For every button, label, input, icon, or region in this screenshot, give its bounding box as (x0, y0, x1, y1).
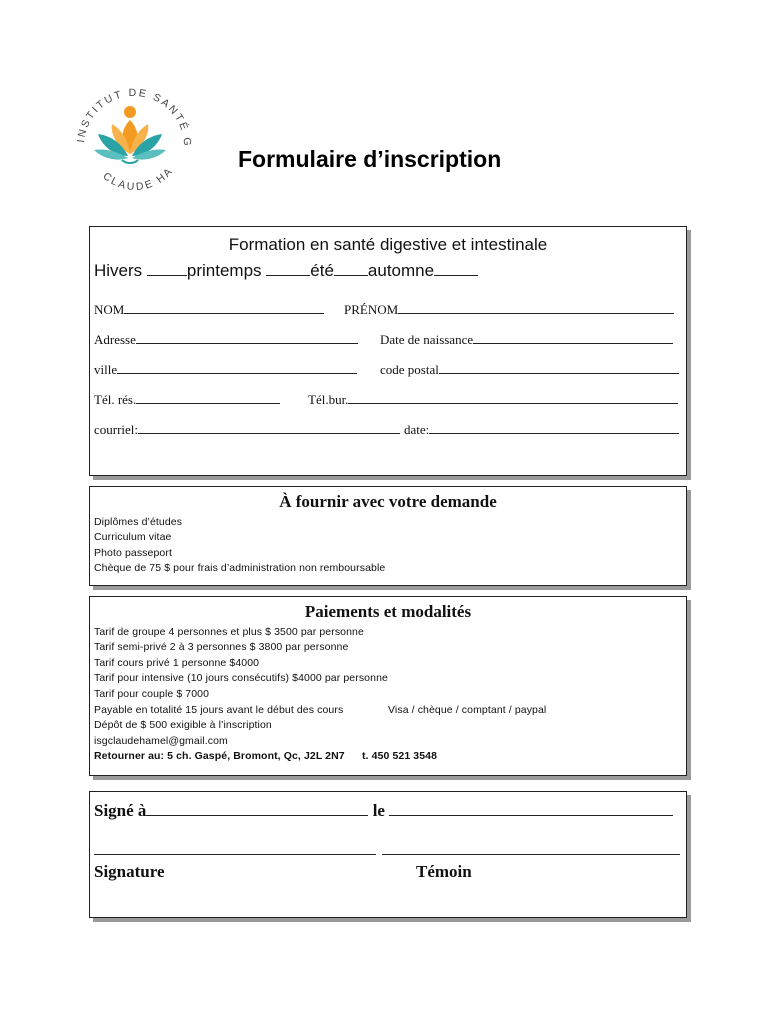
date-label: date: (404, 422, 430, 437)
list-item: Dépôt de $ 500 exigible à l’inscription (94, 719, 272, 731)
courriel-label: courriel: (94, 422, 139, 437)
code-postal-row (380, 361, 679, 378)
temoin-label: Témoin (416, 862, 472, 881)
signe-a-row (94, 800, 673, 821)
nom-row (94, 301, 324, 318)
tel-bur-field[interactable] (348, 391, 678, 404)
ville-row (94, 361, 357, 378)
le-field[interactable] (389, 800, 673, 816)
course-title: Formation en santé digestive et intestinale (228, 235, 548, 254)
prenom-row (344, 301, 674, 318)
page-title: Formulaire d’inscription (238, 146, 502, 172)
courriel-field[interactable] (138, 421, 400, 434)
payments-heading: Paiements et modalités (304, 602, 472, 621)
list-item: Tarif pour intensive (10 jours consécutifs) $4000 par personne (94, 672, 388, 684)
ville-field[interactable] (117, 361, 357, 374)
list-item: Chèque de 75 $ pour frais d’administration non remboursable (94, 562, 386, 574)
signature-section (89, 791, 687, 918)
naissance-row (380, 331, 673, 348)
season-hivers-field[interactable] (147, 263, 187, 276)
list-item: Curriculum vitae (94, 531, 172, 543)
prenom-field[interactable] (398, 301, 674, 314)
adresse-label: Adresse (94, 332, 136, 347)
season-automne: automne (367, 261, 435, 280)
logo-bottom-text: CLAUDE HA (100, 164, 176, 194)
courriel-row (94, 421, 400, 438)
nom-label: NOM (94, 302, 125, 317)
phone-number: t. 450 521 3548 (362, 750, 438, 762)
season-ete: été (310, 261, 334, 280)
date-naissance-label: Date de naissance (380, 332, 474, 347)
signe-a-label: Signé à (94, 801, 147, 820)
tel-bur-row (308, 391, 678, 408)
list-item: Tarif de groupe 4 personnes et plus $ 3500 par personne (94, 626, 364, 638)
lotus-icon (94, 106, 166, 163)
list-item: Payable en totalité 15 jours avant le début des cours (94, 704, 344, 716)
season-automne-field[interactable] (434, 263, 478, 276)
adresse-field[interactable] (136, 331, 358, 344)
list-item: Diplômes d’études (94, 516, 183, 528)
season-ete-field[interactable] (334, 263, 368, 276)
payments-section (89, 596, 687, 776)
date-naissance-field[interactable] (473, 331, 673, 344)
tel-bur-label: Tél.bur. (308, 392, 349, 407)
date-row (404, 421, 679, 438)
signature-label: Signature (94, 862, 165, 881)
return-address: Retourner au: 5 ch. Gaspé, Bromont, Qc, J2L 2N7 (94, 750, 345, 762)
nom-field[interactable] (124, 301, 324, 314)
le-label: le (372, 801, 385, 820)
season-hivers: Hivers (94, 261, 143, 280)
date-field[interactable] (429, 421, 679, 434)
temoin-line[interactable] (382, 842, 680, 855)
season-printemps: printemps (186, 261, 262, 280)
list-item: Tarif cours privé 1 personne $4000 (94, 657, 260, 669)
email-text: isgclaudehamel@gmail.com (94, 735, 228, 747)
tel-res-field[interactable] (136, 391, 280, 404)
institute-logo (62, 68, 202, 208)
prenom-label: PRÉNOM (344, 302, 399, 317)
payment-methods: Visa / chèque / comptant / paypal (388, 704, 547, 716)
list-item: Tarif semi-privé 2 à 3 personnes $ 3800 par personne (94, 641, 349, 653)
signe-a-field[interactable] (146, 800, 368, 816)
requirements-heading: À fournir avec votre demande (279, 492, 497, 511)
season-printemps-field[interactable] (266, 263, 310, 276)
tel-res-row (94, 391, 280, 408)
code-postal-field[interactable] (439, 361, 679, 374)
seasons-row (94, 261, 478, 281)
list-item: Tarif pour couple $ 7000 (94, 688, 210, 700)
adresse-row (94, 331, 358, 348)
requirements-section (89, 486, 687, 586)
code-postal-label: code postal (380, 362, 439, 377)
list-item: Photo passeport (94, 547, 172, 559)
signature-line[interactable] (94, 842, 376, 855)
tel-res-label: Tél. rés. (94, 392, 137, 407)
ville-label: ville (94, 362, 118, 377)
identification-section (89, 226, 687, 476)
logo-top-text: INSTITUT DE SANTÉ G (75, 86, 194, 149)
